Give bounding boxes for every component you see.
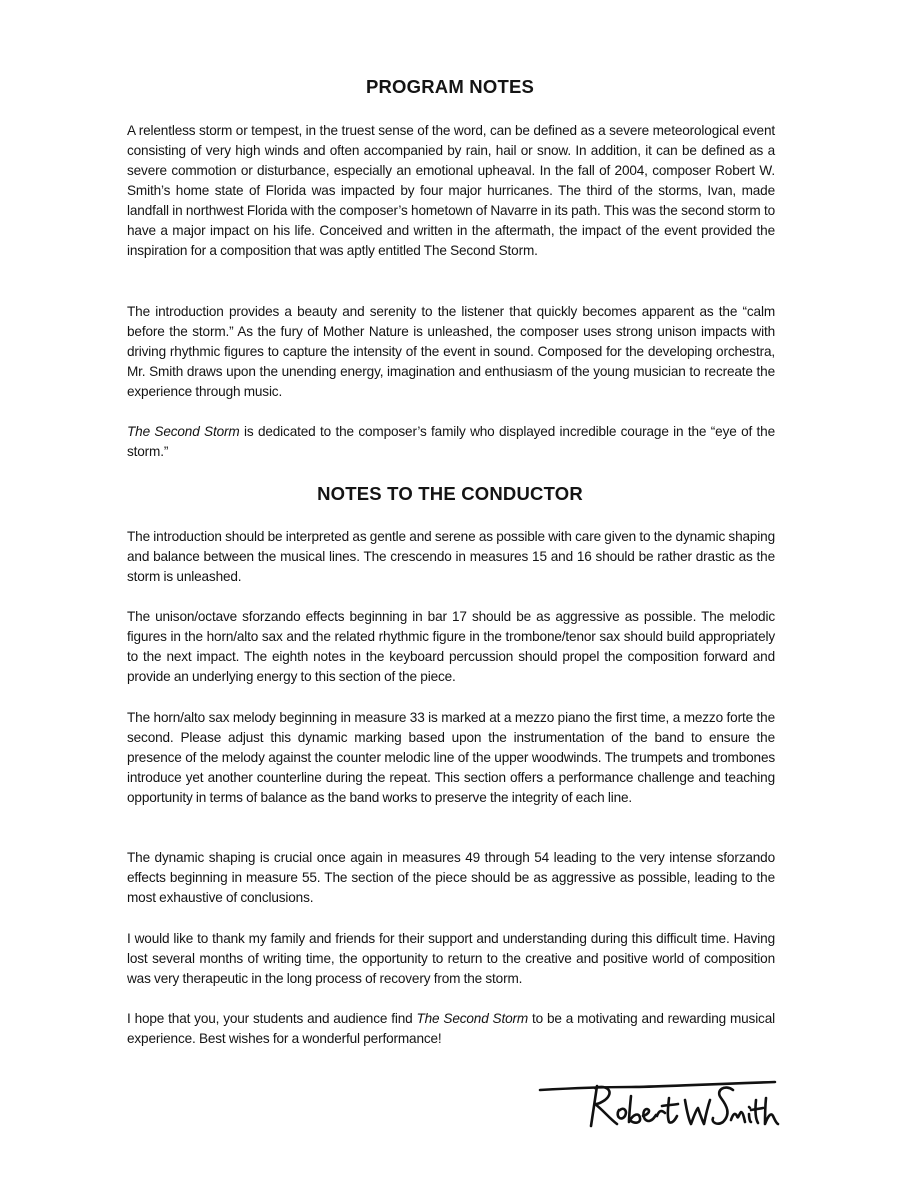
conductor-notes-paragraph-6 xyxy=(127,1009,775,1049)
composer-signature xyxy=(535,1060,785,1140)
dedication-text: is dedicated to the composer’s family who displayed incredible courage in the “eye of the storm.” xyxy=(127,424,775,459)
program-notes-paragraph-1: A relentless storm or tempest, in the truest sense of the word, can be defined as a severe meteorological event consisting of very high winds and often accompanied by rain, hail or snow. In addition, it can be defined as a severe commotion or disturbance, especially an emotional upheaval. In the fall of 2004, composer Robert W. Smith’s home state of Florida was impacted by four major hurricanes. The third of the storms, Ivan, made landfall in northwest Florida with the composer’s hometown of Navarre in its path. This was the second storm to have a major impact on his life. Conceived and written in the aftermath, the impact of the event provided the inspiration for a composition that was aptly entitled The Second Storm. xyxy=(127,123,775,258)
closing-text-start: I hope that you, your students and audience find xyxy=(127,1011,417,1026)
piece-title: The Second Storm xyxy=(416,1011,529,1026)
conductor-notes-paragraph-4: The dynamic shaping is crucial once again in measures 49 through 54 leading to the very intense sforzando effects beginning in measure 55. The section of the piece should be as aggressive as possible, leading to the most exhaustive of conclusions. xyxy=(127,850,775,905)
conductor-notes-paragraph-5: I would like to thank my family and friends for their support and understanding during this difficult time. Having lost several months of writing time, the opportunity to return to the creative and positive world of composition was very therapeutic in the long process of recovery from the storm. xyxy=(127,931,775,986)
program-notes-paragraph-2: The introduction provides a beauty and serenity to the listener that quickly becomes apparent as the “calm before the storm.” As the fury of Mother Nature is unleashed, the composer uses strong unison impacts with driving rhythmic figures to capture the intensity of the event in sound. Composed for the developing orchestra, Mr. Smith draws upon the unending energy, imagination and enthusiasm of the young musician to recreate the experience through music. xyxy=(127,304,775,399)
program-notes-paragraph-3 xyxy=(127,422,775,462)
closing-text-end: to be a motivating and rewarding musical experience. Best wishes for a wonderful performance! xyxy=(127,1011,775,1046)
conductor-notes-heading: NOTES TO THE CONDUCTOR xyxy=(317,483,583,504)
piece-title: The Second Storm xyxy=(127,424,240,439)
conductor-notes-paragraph-2: The unison/octave sforzando effects beginning in bar 17 should be as aggressive as possible. The melodic figures in the horn/alto sax and the related rhythmic figure in the trombone/tenor sax should build appropriately to the next impact. The eighth notes in the keyboard percussion should propel the composition forward and provide an underlying energy to this section of the piece. xyxy=(127,609,775,684)
conductor-notes-paragraph-1: The introduction should be interpreted as gentle and serene as possible with care given to the dynamic shaping and balance between the musical lines. The crescendo in measures 15 and 16 should be rather drastic as the storm is unleashed. xyxy=(127,529,775,584)
conductor-notes-paragraph-3: The horn/alto sax melody beginning in measure 33 is marked at a mezzo piano the first time, a mezzo forte the second. Please adjust this dynamic marking based upon the instrumentation of the band to ensure the presence of the melody against the counter melodic line of the upper woodwinds. The trumpets and trombones introduce yet another counterline during the repeat. This section offers a performance challenge and teaching opportunity in terms of balance as the band works to preserve the integrity of each line. xyxy=(127,710,775,805)
program-notes-heading: PROGRAM NOTES xyxy=(365,76,535,97)
